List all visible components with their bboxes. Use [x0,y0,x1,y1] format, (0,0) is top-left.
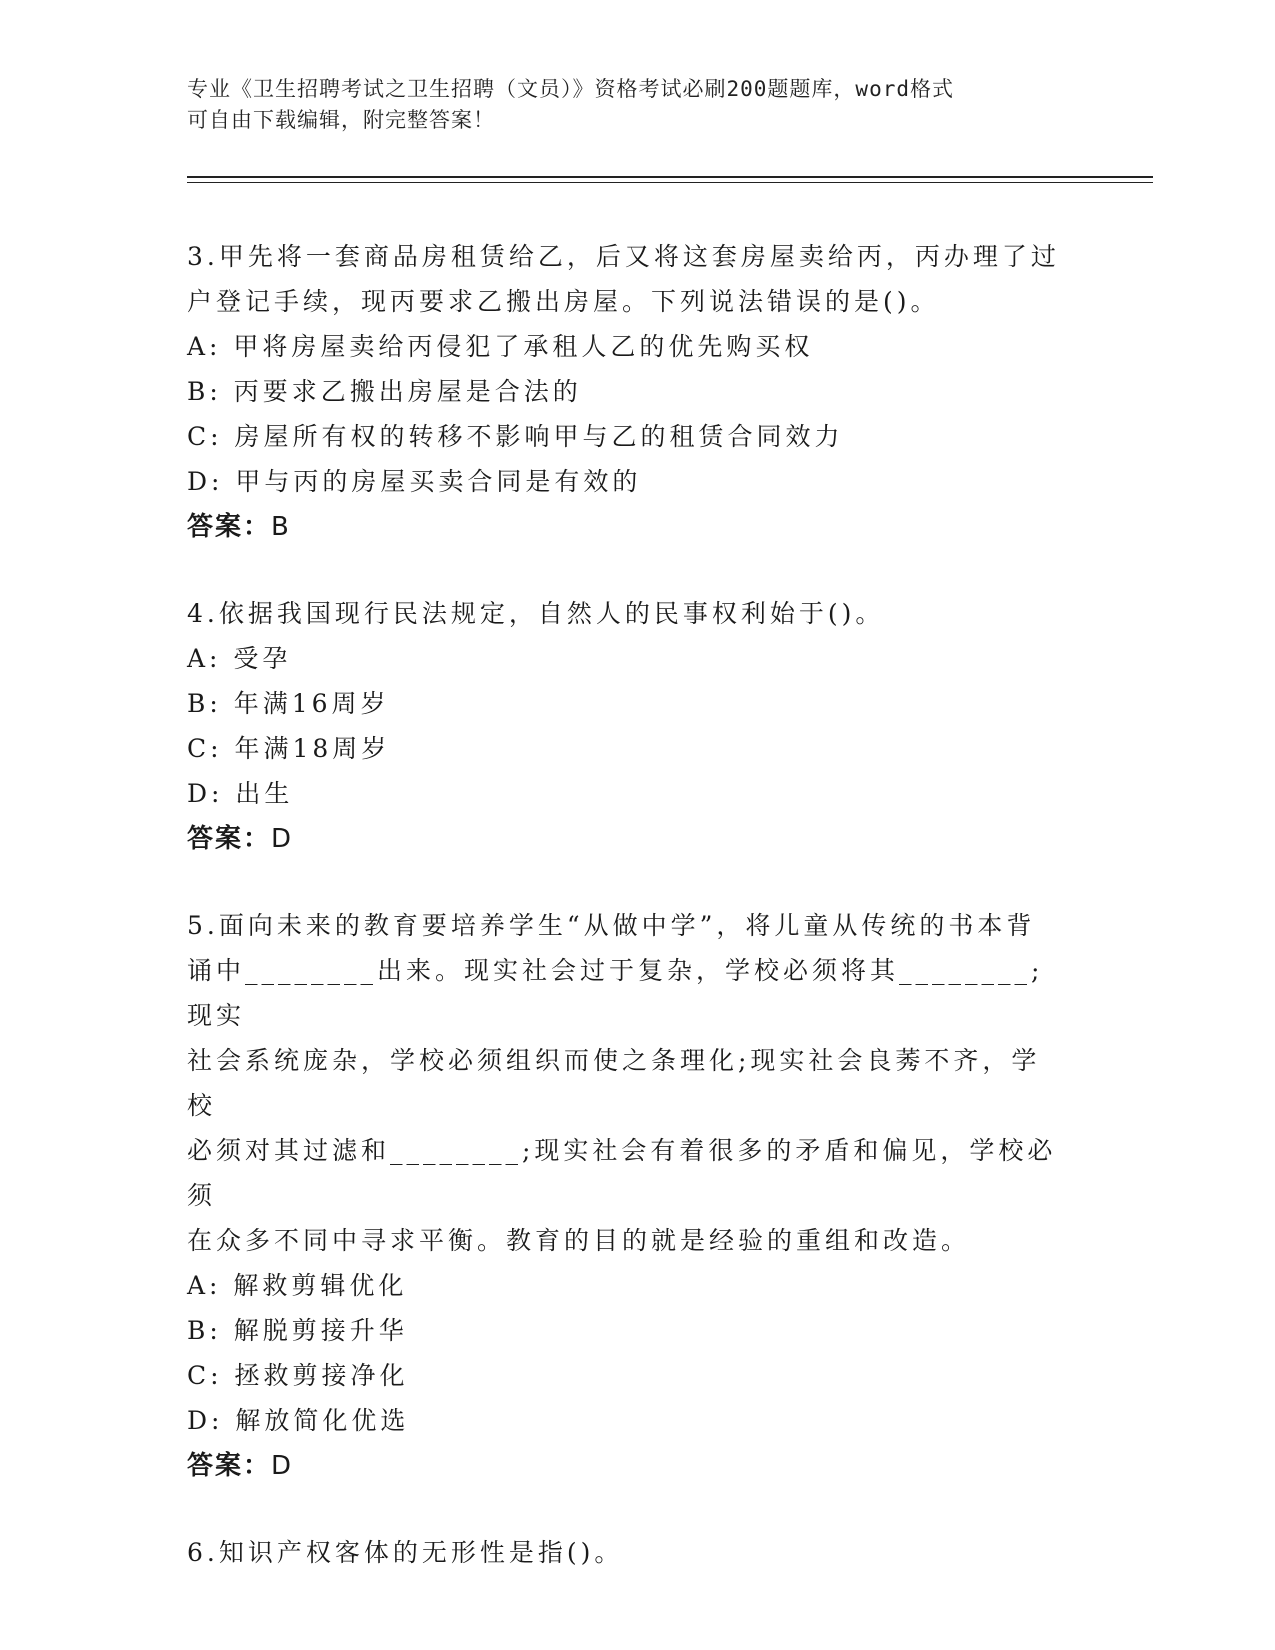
option-d: D: 解放简化优选 [187,1406,410,1435]
question-3 [187,234,1067,551]
option-a: A: 受孕 [187,644,292,673]
answer-line [187,504,1067,551]
document-header [187,74,1067,136]
answer-line [187,1443,1067,1490]
option-b: B: 丙要求乙搬出房屋是合法的 [187,377,582,406]
header-line-1: 专业《卫生招聘考试之卫生招聘（文员）》资格考试必刷200题题库，word格式 [187,77,954,101]
option-b: B: 年满16周岁 [187,689,390,718]
answer-line [187,816,1067,863]
header-divider-thin [187,182,1153,183]
question-text-line: 5.面向未来的教育要培养学生“从做中学”，将儿童从传统的书本背 [187,911,1036,940]
question-5 [187,903,1067,1490]
question-text-line: 3.甲先将一套商品房租赁给乙，后又将这套房屋卖给丙，丙办理了过 [187,242,1060,271]
answer-value: D [271,824,294,854]
question-text-line: 在众多不同中寻求平衡。教育的目的就是经验的重组和改造。 [187,1226,971,1255]
option-c: C: 年满18周岁 [187,734,391,763]
answer-label: 答案： [187,1451,272,1481]
option-b: B: 解脱剪接升华 [187,1316,408,1345]
answer-label: 答案： [187,512,272,542]
question-text-line: 必须对其过滤和________;现实社会有着很多的矛盾和偏见，学校必须 [187,1136,1057,1210]
option-a: A: 解救剪辑优化 [187,1271,408,1300]
option-c: C: 房屋所有权的转移不影响甲与乙的租赁合同效力 [187,422,844,451]
question-text [187,234,1067,324]
option-d: D: 出生 [187,779,294,808]
option-c: C: 拯救剪接净化 [187,1361,409,1390]
header-divider-thick [187,176,1153,178]
option-a: A: 甲将房屋卖给丙侵犯了承租人乙的优先购买权 [187,332,814,361]
header-line-2: 可自由下载编辑，附完整答案！ [187,108,495,132]
question-4 [187,591,1067,863]
question-text [187,591,1067,636]
question-6 [187,1530,1067,1575]
question-text-line: 户登记手续，现丙要求乙搬出房屋。下列说法错误的是()。 [187,287,940,316]
option-d: D: 甲与丙的房屋买卖合同是有效的 [187,467,642,496]
answer-label: 答案： [187,824,272,854]
question-text [187,903,1067,1263]
question-text [187,1530,1067,1575]
question-text-line: 4.依据我国现行民法规定，自然人的民事权利始于()。 [187,599,885,628]
answer-value: B [271,512,291,542]
question-text-line: 诵中________出来。现实社会过于复杂，学校必须将其________;现实 [187,956,1044,1030]
question-text-line: 社会系统庞杂，学校必须组织而使之条理化;现实社会良莠不齐，学校 [187,1046,1041,1120]
question-text-line: 6.知识产权客体的无形性是指()。 [187,1538,624,1567]
answer-value: D [271,1451,294,1481]
question-list [187,234,1067,1615]
